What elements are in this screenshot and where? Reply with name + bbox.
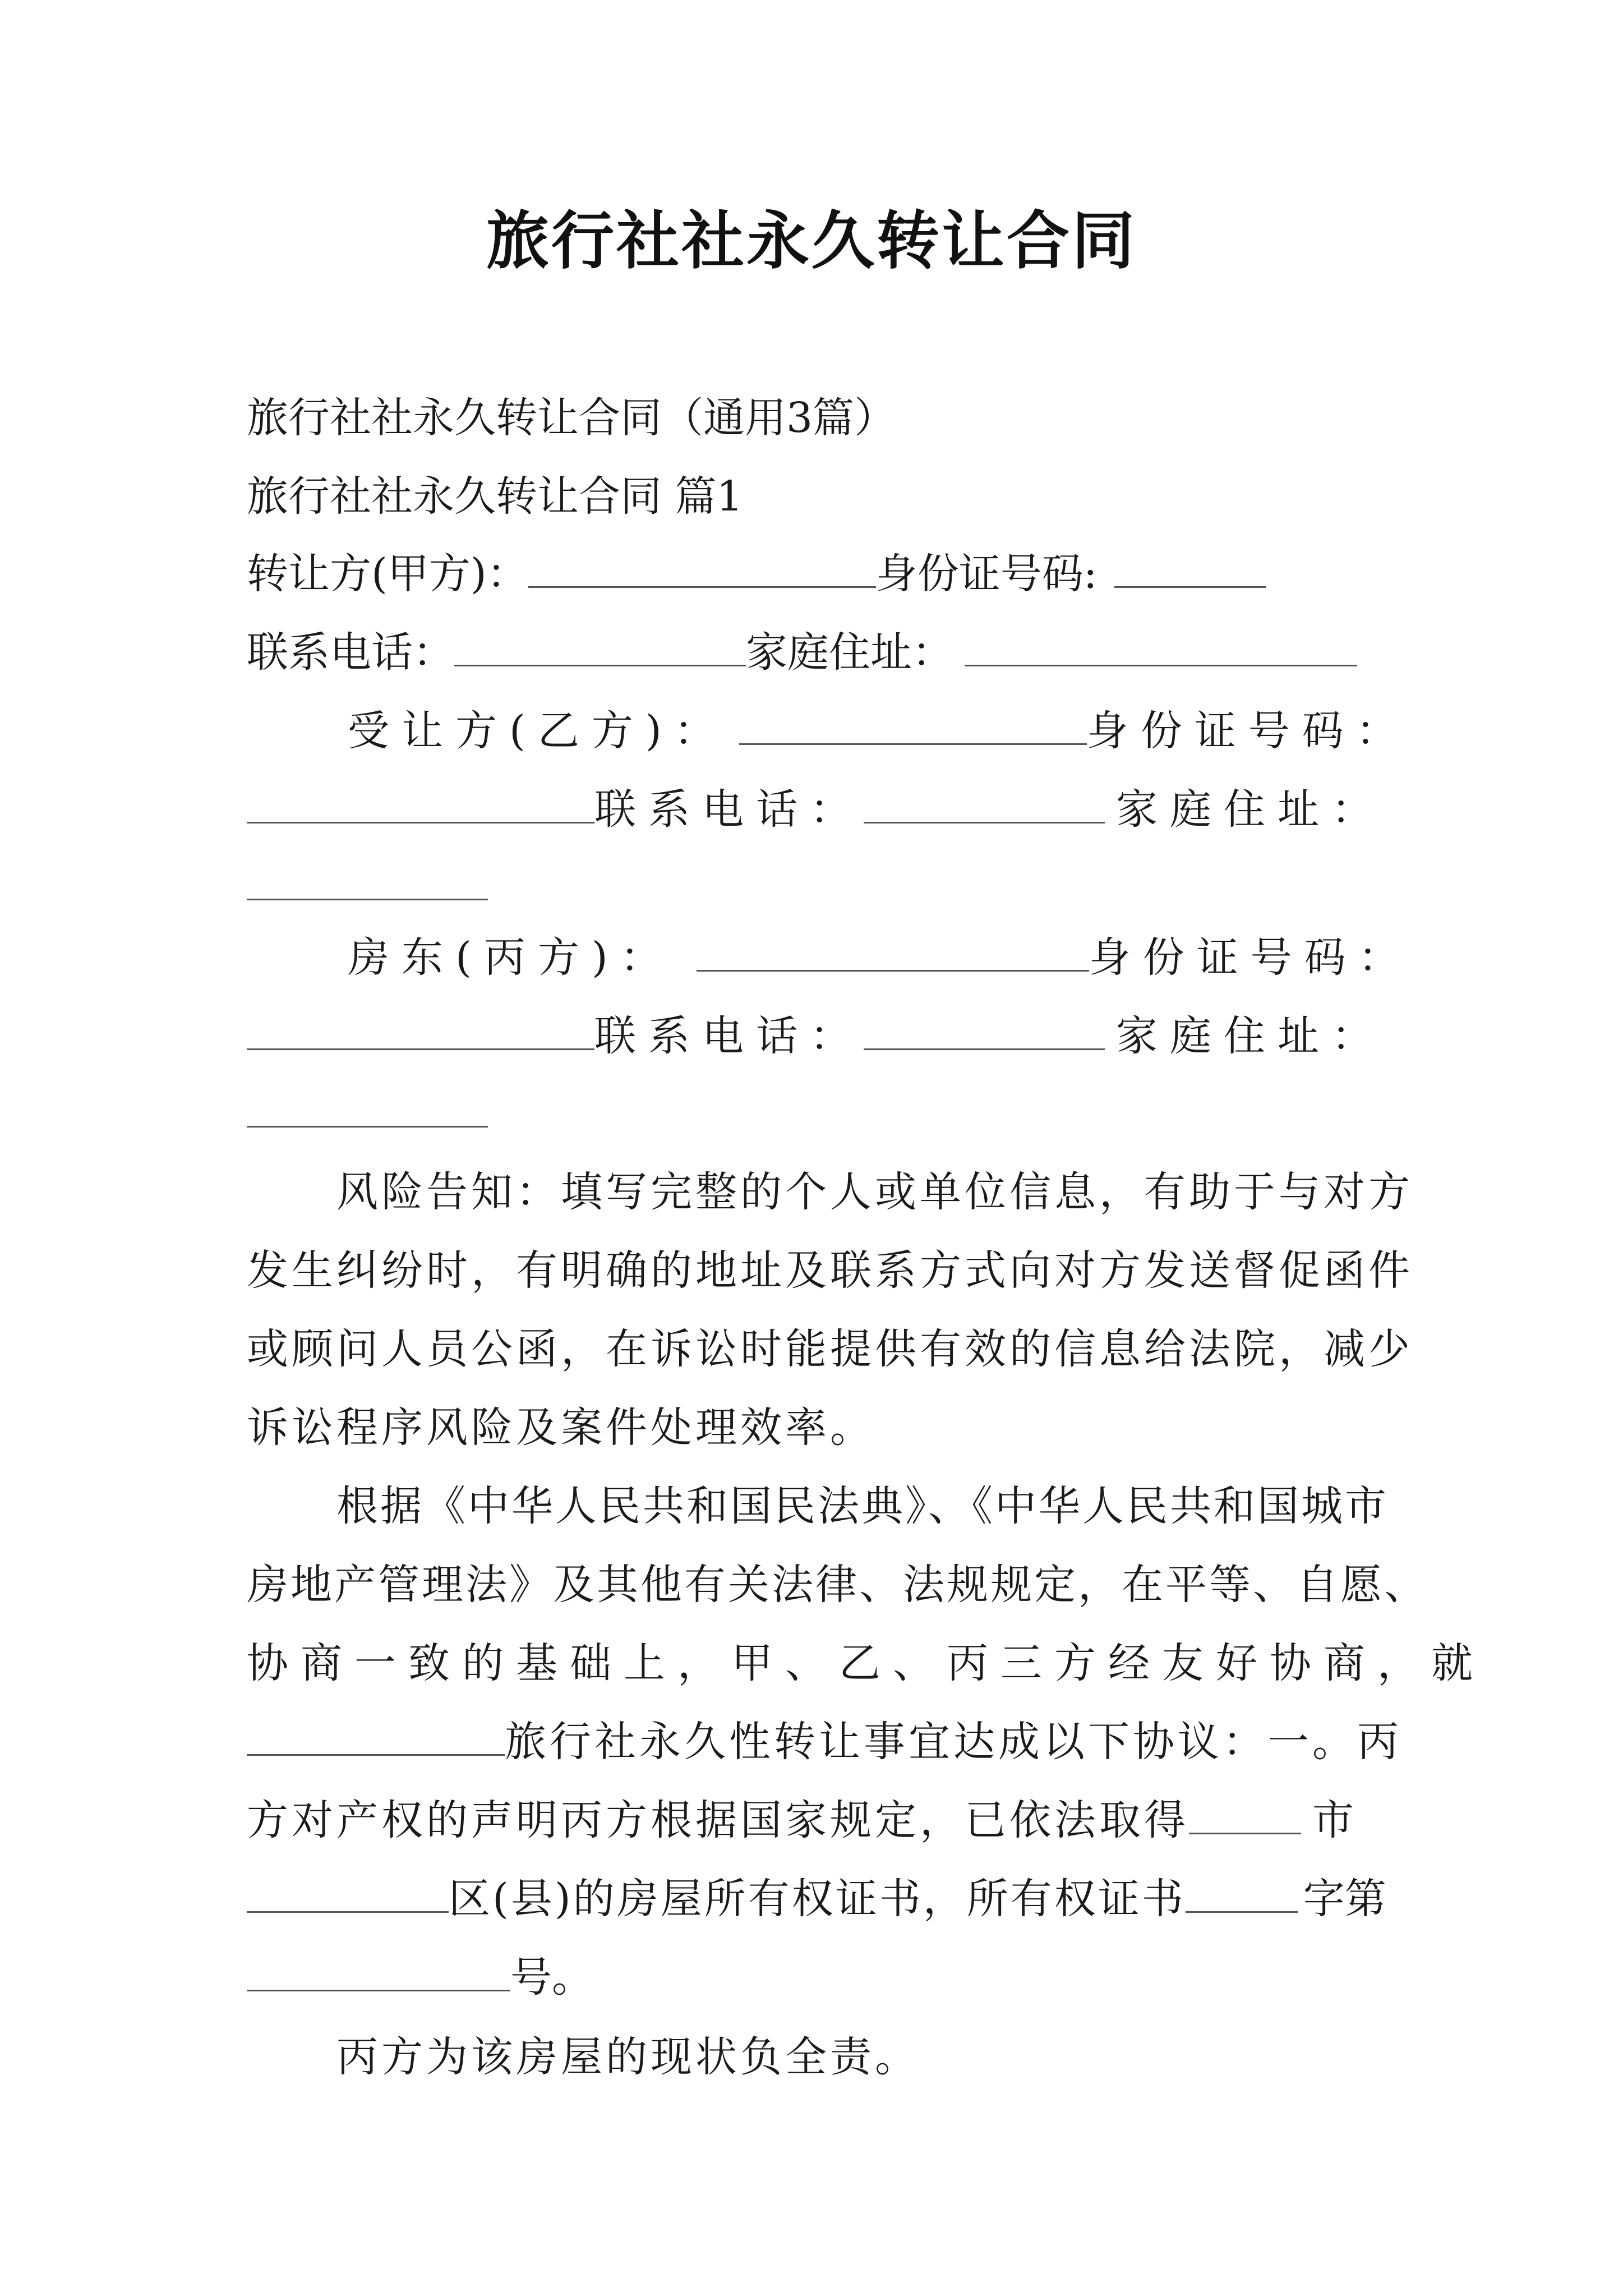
risk-notice-line-3: 或顾问人员公函，在诉讼时能提供有效的信息给法院，减少 xyxy=(247,1325,1413,1373)
party-a-row xyxy=(247,543,1391,605)
party-a-phone-label: 联系电话： xyxy=(247,628,454,677)
party-b-contact-row xyxy=(247,779,1391,840)
basis-line-6a: 区(县)的房屋所有权证书，所有权证书 xyxy=(449,1875,1186,1923)
basis-travel-agency-blank xyxy=(247,1715,505,1756)
basis-line-7-row xyxy=(247,1947,1391,2008)
risk-notice-line-2: 发生纠纷时，有明确的地址及联系方式向对方发送督促函件 xyxy=(247,1246,1413,1295)
risk-notice-line-4: 诉讼程序风险及案件处理效率。 xyxy=(247,1404,875,1452)
party-b-label: 受让方(乙方)： xyxy=(348,707,728,755)
basis-line-5a: 方对产权的声明丙方根据国家规定，已依法取得 xyxy=(247,1796,1189,1844)
party-c-id-label: 身份证号码： xyxy=(1089,933,1412,982)
party-a-id-blank xyxy=(1114,547,1266,588)
party-b-name-blank xyxy=(739,704,1087,745)
party-c-address-blank xyxy=(247,1087,488,1128)
party-a-address-blank xyxy=(965,625,1357,666)
part-subtitle: 旅行社社永久转让合同 篇1 xyxy=(247,472,743,521)
party-a-contact-row xyxy=(247,622,1391,683)
document-title: 旅行社社永久转让合同 xyxy=(486,204,1137,278)
party-a-phone-blank xyxy=(454,625,746,666)
party-c-name-blank xyxy=(697,931,1089,972)
party-c-address-label: 家庭住址： xyxy=(1116,1012,1385,1060)
party-c-phone-blank xyxy=(864,1009,1105,1050)
party-b-id-blank xyxy=(247,783,594,823)
party-c-row xyxy=(348,927,1492,988)
basis-line-5b: 市 xyxy=(1312,1796,1354,1844)
basis-cert-word-blank xyxy=(1186,1872,1298,1913)
basis-line-7: 号。 xyxy=(510,1953,593,2001)
party-a-id-label: 身份证号码: xyxy=(875,550,1098,598)
basis-line-2: 房地产管理法》及其他有关法律、法规规定，在平等、自愿、 xyxy=(247,1561,1428,1609)
party-b-id-label: 身份证号码： xyxy=(1086,707,1410,755)
basis-line-4-row xyxy=(247,1711,1402,1773)
basis-line-6-row xyxy=(247,1868,1391,1930)
final-statement: 丙方为该房屋的现状负全责。 xyxy=(336,2033,920,2081)
party-b-row xyxy=(348,700,1492,762)
party-b-address-label: 家庭住址： xyxy=(1116,785,1385,834)
basis-city-blank xyxy=(1189,1793,1301,1834)
party-c-address-row xyxy=(247,1083,1391,1144)
party-b-phone-label: 联系电话： xyxy=(594,785,864,834)
party-b-address-row xyxy=(247,855,1391,917)
party-a-label: 转让方(甲方)： xyxy=(247,550,528,598)
party-c-phone-label: 联系电话： xyxy=(594,1012,864,1060)
risk-notice-line-1: 风险告知：填写完整的个人或单位信息，有助于与对方 xyxy=(336,1168,1413,1216)
basis-cert-number-blank xyxy=(247,1950,510,1991)
party-c-contact-row xyxy=(247,1005,1391,1067)
basis-line-5-row xyxy=(247,1789,1391,1851)
collection-subtitle: 旅行社社永久转让合同（通用3篇） xyxy=(247,394,896,442)
basis-line-3: 协商一致的基础上，甲、乙、丙三方经友好协商，就 xyxy=(247,1639,1485,1687)
basis-line-6b: 字第 xyxy=(1303,1875,1386,1923)
party-b-phone-blank xyxy=(864,783,1105,823)
basis-line-1: 根据《中华人民共和国民法典》、《中华人民共和国城市 xyxy=(336,1482,1389,1530)
party-c-label: 房东(丙方)： xyxy=(348,933,674,982)
basis-line-4: 旅行社永久性转让事宜达成以下协议：一。丙 xyxy=(505,1718,1402,1766)
party-b-address-blank xyxy=(247,859,488,900)
party-a-address-label: 家庭住址： xyxy=(746,628,953,677)
party-a-name-blank xyxy=(528,547,876,588)
basis-district-blank xyxy=(247,1872,449,1913)
party-c-id-blank xyxy=(247,1009,594,1050)
